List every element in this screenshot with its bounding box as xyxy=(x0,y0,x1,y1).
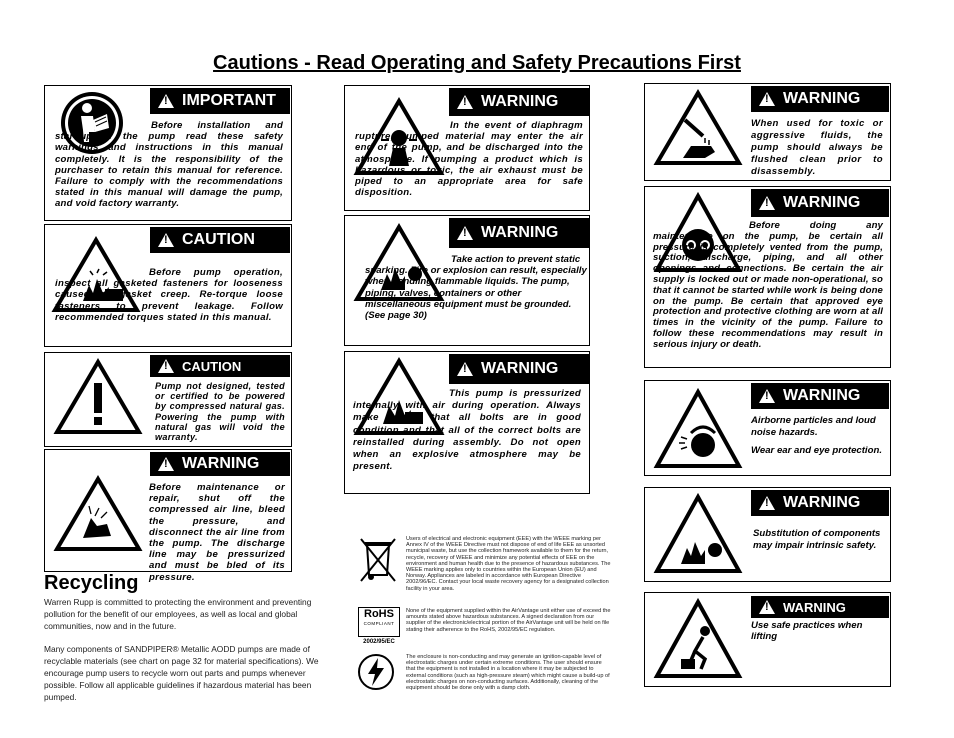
important-text: Before installation and start-up of the pump read these safety warnings and instructions in this manual completely. It is the responsibility of the purchaser to retain this manual for reference. Failure to comply with the recommendations stated in this manual will damage the pump, and void factory warranty. xyxy=(55,120,283,210)
warning-header: ! WARNING xyxy=(751,189,889,217)
warning-lifting-panel xyxy=(644,592,891,687)
caution-gas-text: Pump not designed, tested or certified to be powered by compressed natural gas. Powering the pump with natural gas will void the warranty. xyxy=(155,381,285,443)
warning-triangle-icon xyxy=(457,95,473,109)
warning-diaphragm-text: In the event of diaphragm rupture, pumped material may enter the air end of the pump, and be discharged into the atmosphere. If pumping a product which is hazardous or toxic, the air exhaust must be piped to an appropriate area for safe disposition. xyxy=(355,120,583,199)
caution-gasket-panel xyxy=(44,224,292,347)
rohs-logo-text: RoHS xyxy=(364,608,394,620)
warning-diaphragm-panel xyxy=(344,85,590,211)
warning-header: ! WARNING xyxy=(449,88,589,116)
warning-header: ! WARNING xyxy=(449,218,589,248)
warning-header: ! WARNING xyxy=(751,86,889,112)
explosion-icon xyxy=(655,494,741,574)
warning-header: ! WARNING xyxy=(751,383,889,409)
rohs-year: 2002/95/EC xyxy=(363,639,395,645)
warning-header: ! WARNING xyxy=(751,490,889,516)
recycling-paragraph-1: Warren Rupp is committed to protecting the environment and preventing pollution for the benefit of our employees, as well as local and global communities, now and in the future. xyxy=(44,597,312,631)
caution-header: ! CAUTION xyxy=(150,227,290,253)
important-panel xyxy=(44,85,292,221)
rohs-compliant-text: COMPLIANT xyxy=(363,621,395,626)
spray-icon xyxy=(55,476,141,552)
warning-header: ! WARNING xyxy=(150,452,290,476)
static-charge-text: The enclosure is non-conducting and may generate an ignition-capable level of electrostatic charges under certain extreme conditions. The user should ensure that the equipment is not installed in a location where it may be subjected to external conditions (such as high-pressure steam) which might cause a build-up of electrostatic charges on non-conducting surfaces. Additionally, cleaning of the equipment should be done only with a damp cloth. xyxy=(406,654,610,692)
warning-triangle-icon xyxy=(158,94,174,108)
warning-toxic-panel xyxy=(644,83,891,181)
warning-static-panel xyxy=(344,215,590,346)
warning-triangle-icon xyxy=(759,92,775,106)
warning-vent-panel xyxy=(644,186,891,368)
warning-header: ! WARNING xyxy=(449,354,589,384)
warning-airborne-panel xyxy=(644,380,891,476)
crossed-bin-icon xyxy=(357,535,399,585)
warning-triangle-icon xyxy=(759,496,775,510)
rohs-logo xyxy=(358,607,400,637)
warning-maintenance-text: Before maintenance or repair, shut off the compressed air line, bleed the pressure, and disconnect the air line from the pump. The discharge line may be pressurized and must be bled of its pressure. xyxy=(149,482,285,583)
weee-text: Users of electrical and electronic equipment (EEE) with the WEEE marking per Annex IV of the WEEE Directive must not dispose of end of life EEE as unsorted municipal waste, but use the collection framework available to them for the return, recycle, recovery of WEEE and minimize any potential effects of EEE on the environment and human health due to the presence of hazardous substances. The WEEE marking applies only to countries within the European Union (EU) and Norway. Appliances are labeled in accordance with European Directive 2002/96/EC. Contact your local waste recovery agency for a designated collection facility in your area. xyxy=(406,536,611,592)
warning-pressurized-panel xyxy=(344,351,590,494)
recycling-paragraph-2: Many components of SANDPIPER® Metallic AODD pumps are made of recyclable materials (see chart on page 32 for material specifications). We encourage pump users to recycle worn out parts and pumps whenever possible. Follow all applicable guidelines if hazardous material has been pumped. xyxy=(44,644,319,702)
warning-triangle-icon xyxy=(759,600,775,614)
warning-triangle-icon xyxy=(457,362,473,376)
warning-toxic-text: When used for toxic or aggressive fluids, the pump should always be flushed clean prior to disassembly. xyxy=(751,118,883,177)
warning-vent-text: Before doing any maintenance on the pump, be certain all pressure is completely vented from the pump, suction, discharge, piping, and all other openings and connections. Be certain the air supply is locked out or made non-operational, so that it cannot be started while work is being done on the pump. Be certain that approved eye protection and protective clothing are worn at all times in the vicinity of the pump. Failure to follow these recommendations may result in serious injury or death. xyxy=(653,220,883,350)
warning-lifting-text: Use safe practices when lifting xyxy=(751,620,863,642)
recycling-heading: Recycling xyxy=(44,572,139,594)
important-header: ! IMPORTANT xyxy=(150,88,290,114)
caution-gasket-text: Before pump operation, inspect all gasketed fasteners for looseness caused by gasket creep. Re-torque loose fasteners to prevent leakage. Follow recommended torques stated in this manual. xyxy=(55,267,283,323)
warning-airborne-text-1: Airborne particles and loud noise hazards. xyxy=(751,415,876,438)
warning-header: ! WARNING xyxy=(751,596,889,618)
warning-substitution-panel xyxy=(644,487,891,582)
acid-hand-icon xyxy=(655,90,741,166)
warning-pressurized-text: This pump is pressurized internally with air during operation. Always make certain that all bolts are in good condition and that all of the correct bolts are reinstalled during assembly. Do not open when an explosive atmosphere may be present. xyxy=(353,388,581,473)
warning-triangle-icon xyxy=(759,196,775,210)
caution-gas-panel xyxy=(44,352,292,447)
warning-triangle-icon xyxy=(759,389,775,403)
warning-static-text: Take action to prevent static sparking. Fire or explosion can result, especially when handling flammable liquids. The pump, piping, valves, containers or other miscellaneous equipment must be grounded. (See page 30) xyxy=(365,254,587,322)
lifting-icon xyxy=(655,599,741,679)
warning-triangle-icon xyxy=(457,226,473,240)
warning-triangle-icon xyxy=(158,359,174,373)
warning-triangle-icon xyxy=(158,457,174,471)
warning-triangle-icon xyxy=(158,233,174,247)
ear-eye-protection-icon xyxy=(655,389,741,469)
warning-substitution-text: Substitution of components may impair intrinsic safety. xyxy=(753,528,881,551)
rohs-text: None of the equipment supplied within the AirVantage unit either use of exceed the amounts stated above hazardous substances. A signed declaration from our supplier of the electronic/electrical portion of the AirVantage unit will be held on file stating their adherence to the RoHS, 2002/95/EC regulation. xyxy=(406,608,611,633)
caution-header: ! CAUTION xyxy=(150,355,290,377)
warning-airborne-text-2: Wear ear and eye protection. xyxy=(751,445,882,456)
lightning-icon xyxy=(358,654,394,690)
exclamation-icon xyxy=(55,359,141,435)
page-title: Cautions - Read Operating and Safety Precautions First xyxy=(213,52,741,74)
